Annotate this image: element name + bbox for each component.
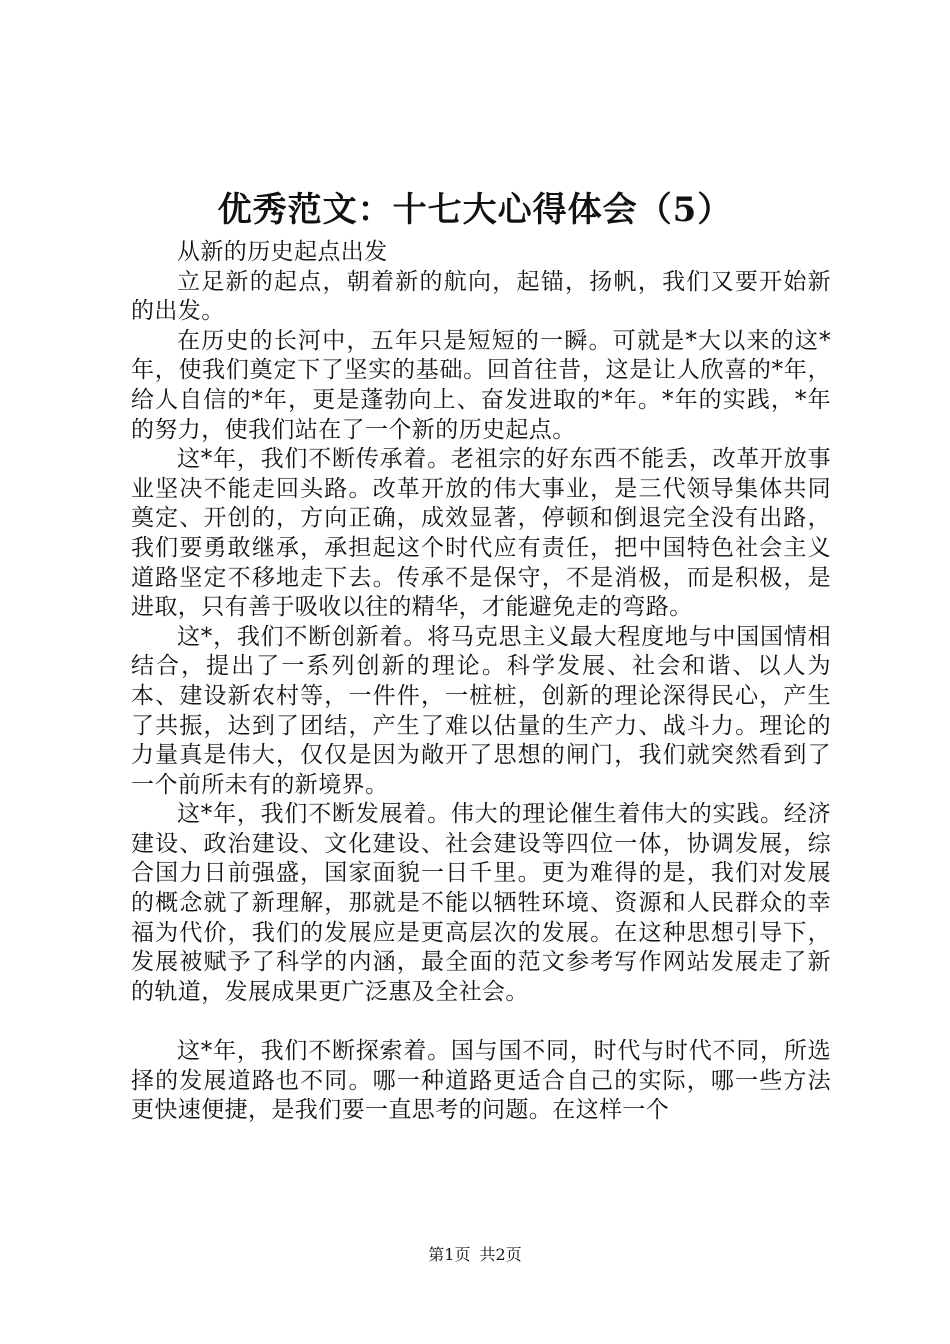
paragraph: 这*年，我们不断发展着。伟大的理论催生着伟大的实践。经济建设、政治建设、文化建设、社会建设等四位一体，协调发展，综合国力日前强盛，国家面貌一日千里。更为难得的是，我们对发展的概念就了新理解，那就是不能以牺牲环境、资源和人民群众的幸福为代价，我们的发展应是更高层次的发展。在这种思想引导下，发展被赋予了科学的内涵，最全面的范文参考写作网站发展走了新的轨道，发展成果更广泛惠及全社会。 <box>131 801 831 1005</box>
paragraph: 这*年，我们不断探索着。国与国不同，时代与时代不同，所选择的发展道路也不同。哪一种道路更适合自己的实际，哪一些方法更快速便捷，是我们要一直思考的问题。在这样一个 <box>131 1038 831 1124</box>
page-footer <box>0 1244 950 1266</box>
paragraph: 这*年，我们不断传承着。老祖宗的好东西不能丢，改革开放事业坚决不能走回头路。改革开放的伟大事业，是三代领导集体共同奠定、开创的，方向正确，成效显著，停顿和倒退完全没有出路，我们要勇敢继承，承担起这个时代应有责任，把中国特色社会主义道路坚定不移地走下去。传承不是保守，不是消极，而是积极，是进取，只有善于吸收以往的精华，才能避免走的弯路。 <box>131 446 831 621</box>
paragraph: 在历史的长河中，五年只是短短的一瞬。可就是*大以来的这*年，使我们奠定下了坚实的基础。回首往昔，这是让人欣喜的*年，给人自信的*年，更是蓬勃向上、奋发进取的*年。*年的实践，*年的努力，使我们站在了一个新的历史起点。 <box>131 327 831 443</box>
paragraph: 立足新的起点，朝着新的航向，起锚，扬帆，我们又要开始新的出发。 <box>131 268 831 325</box>
paragraph-subheading: 从新的历史起点出发 <box>177 239 388 265</box>
paragraph: 这*，我们不断创新着。将马克思主义最大程度地与中国国情相结合，提出了一系列创新的理论。科学发展、社会和谐、以人为本、建设新农村等，一件件，一桩桩，创新的理论深得民心，产生了共振，达到了团结，产生了难以估量的生产力、战斗力。理论的力量真是伟大，仅仅是因为敞开了思想的闸门，我们就突然看到了一个前所未有的新境界。 <box>131 623 831 798</box>
document-title: 优秀范文：十七大心得体会（5） <box>217 190 733 230</box>
document-body <box>131 238 831 1126</box>
page-number: 第1页 <box>428 1245 471 1264</box>
page-total: 共2页 <box>479 1245 522 1264</box>
